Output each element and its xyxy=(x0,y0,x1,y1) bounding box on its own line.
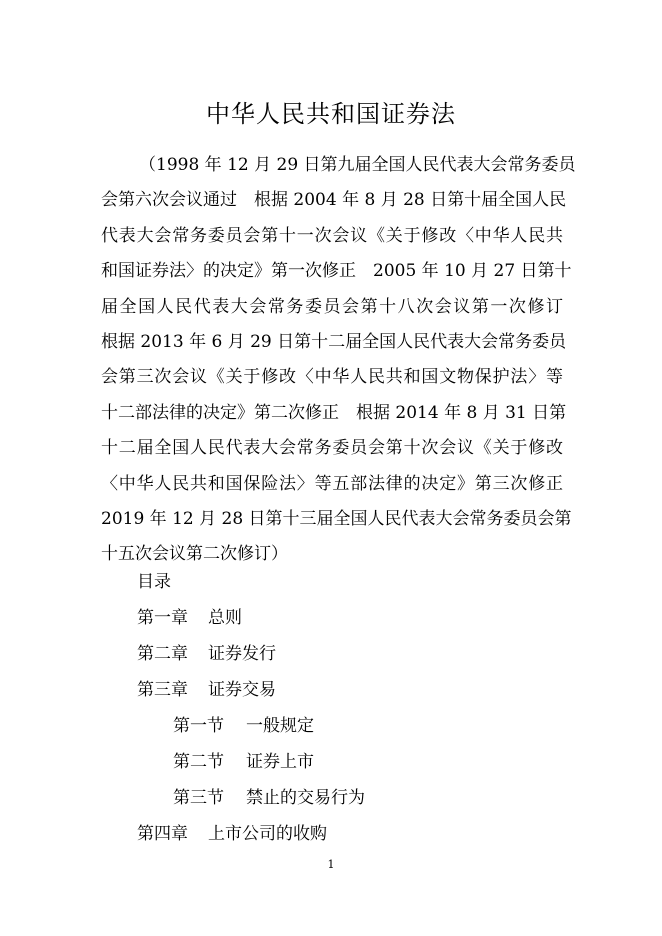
page-number: 1 xyxy=(327,858,335,871)
preamble-line: 会第六次会议通过 根据 2004 年 8 月 28 日第十届全国人民 xyxy=(101,190,567,211)
toc-entry-chapter-1 xyxy=(137,600,242,636)
toc-entry-chapter-4 xyxy=(137,816,327,852)
toc-entry-title: 一般规定 xyxy=(246,716,314,736)
preamble-line: 和国证券法〉的决定》第一次修正 2005 年 10 月 27 日第十 xyxy=(101,261,572,282)
toc-entry-title: 禁止的交易行为 xyxy=(246,788,365,808)
preamble-line: 会第三次会议《关于修改〈中华人民共和国文物保护法〉等 xyxy=(101,367,563,388)
toc-heading: 目录 xyxy=(137,572,171,592)
toc-entry-title: 上市公司的收购 xyxy=(208,824,327,844)
preamble-line: 根据 2013 年 6 月 29 日第十二届全国人民代表大会常务委员 xyxy=(101,331,567,352)
toc-entry-number: 第二节 xyxy=(173,752,224,772)
legislative-history-preamble xyxy=(101,148,576,573)
toc-entry-number: 第四章 xyxy=(137,824,188,844)
toc-entry-number: 第一章 xyxy=(137,608,188,628)
preamble-line: 2019 年 12 月 28 日第十三届全国人民代表大会常务委员会第 xyxy=(101,508,572,529)
toc-entry-chapter-3 xyxy=(137,672,276,708)
document-title: 中华人民共和国证券法 xyxy=(206,100,456,128)
preamble-line: 十二届全国人民代表大会常务委员会第十次会议《关于修改 xyxy=(101,438,563,459)
toc-entry-number: 第二章 xyxy=(137,644,188,664)
preamble-line: 〈中华人民共和国保险法〉等五部法律的决定》第三次修正 xyxy=(101,473,563,494)
toc-entry-section-1 xyxy=(173,708,314,744)
toc-entry-title: 总则 xyxy=(208,608,242,628)
preamble-line: 十五次会议第二次修订） xyxy=(101,544,288,565)
toc-entry-number: 第一节 xyxy=(173,716,224,736)
preamble-line: 代表大会常务委员会第十一次会议《关于修改〈中华人民共 xyxy=(101,225,563,246)
preamble-line: 届全国人民代表大会常务委员会第十八次会议第一次修订 xyxy=(101,296,563,317)
toc-entry-title: 证券交易 xyxy=(208,680,276,700)
toc-entry-section-2 xyxy=(173,744,314,780)
toc-entry-section-3 xyxy=(173,780,365,816)
toc-entry-chapter-2 xyxy=(137,636,276,672)
toc-entry-number: 第三节 xyxy=(173,788,224,808)
toc-entry-title: 证券发行 xyxy=(208,644,276,664)
toc-entry-title: 证券上市 xyxy=(246,752,314,772)
preamble-line: （1998 年 12 月 29 日第九届全国人民代表大会常务委员 xyxy=(139,155,576,175)
preamble-line: 十二部法律的决定》第二次修正 根据 2014 年 8 月 31 日第 xyxy=(101,402,567,423)
toc-entry-number: 第三章 xyxy=(137,680,188,700)
